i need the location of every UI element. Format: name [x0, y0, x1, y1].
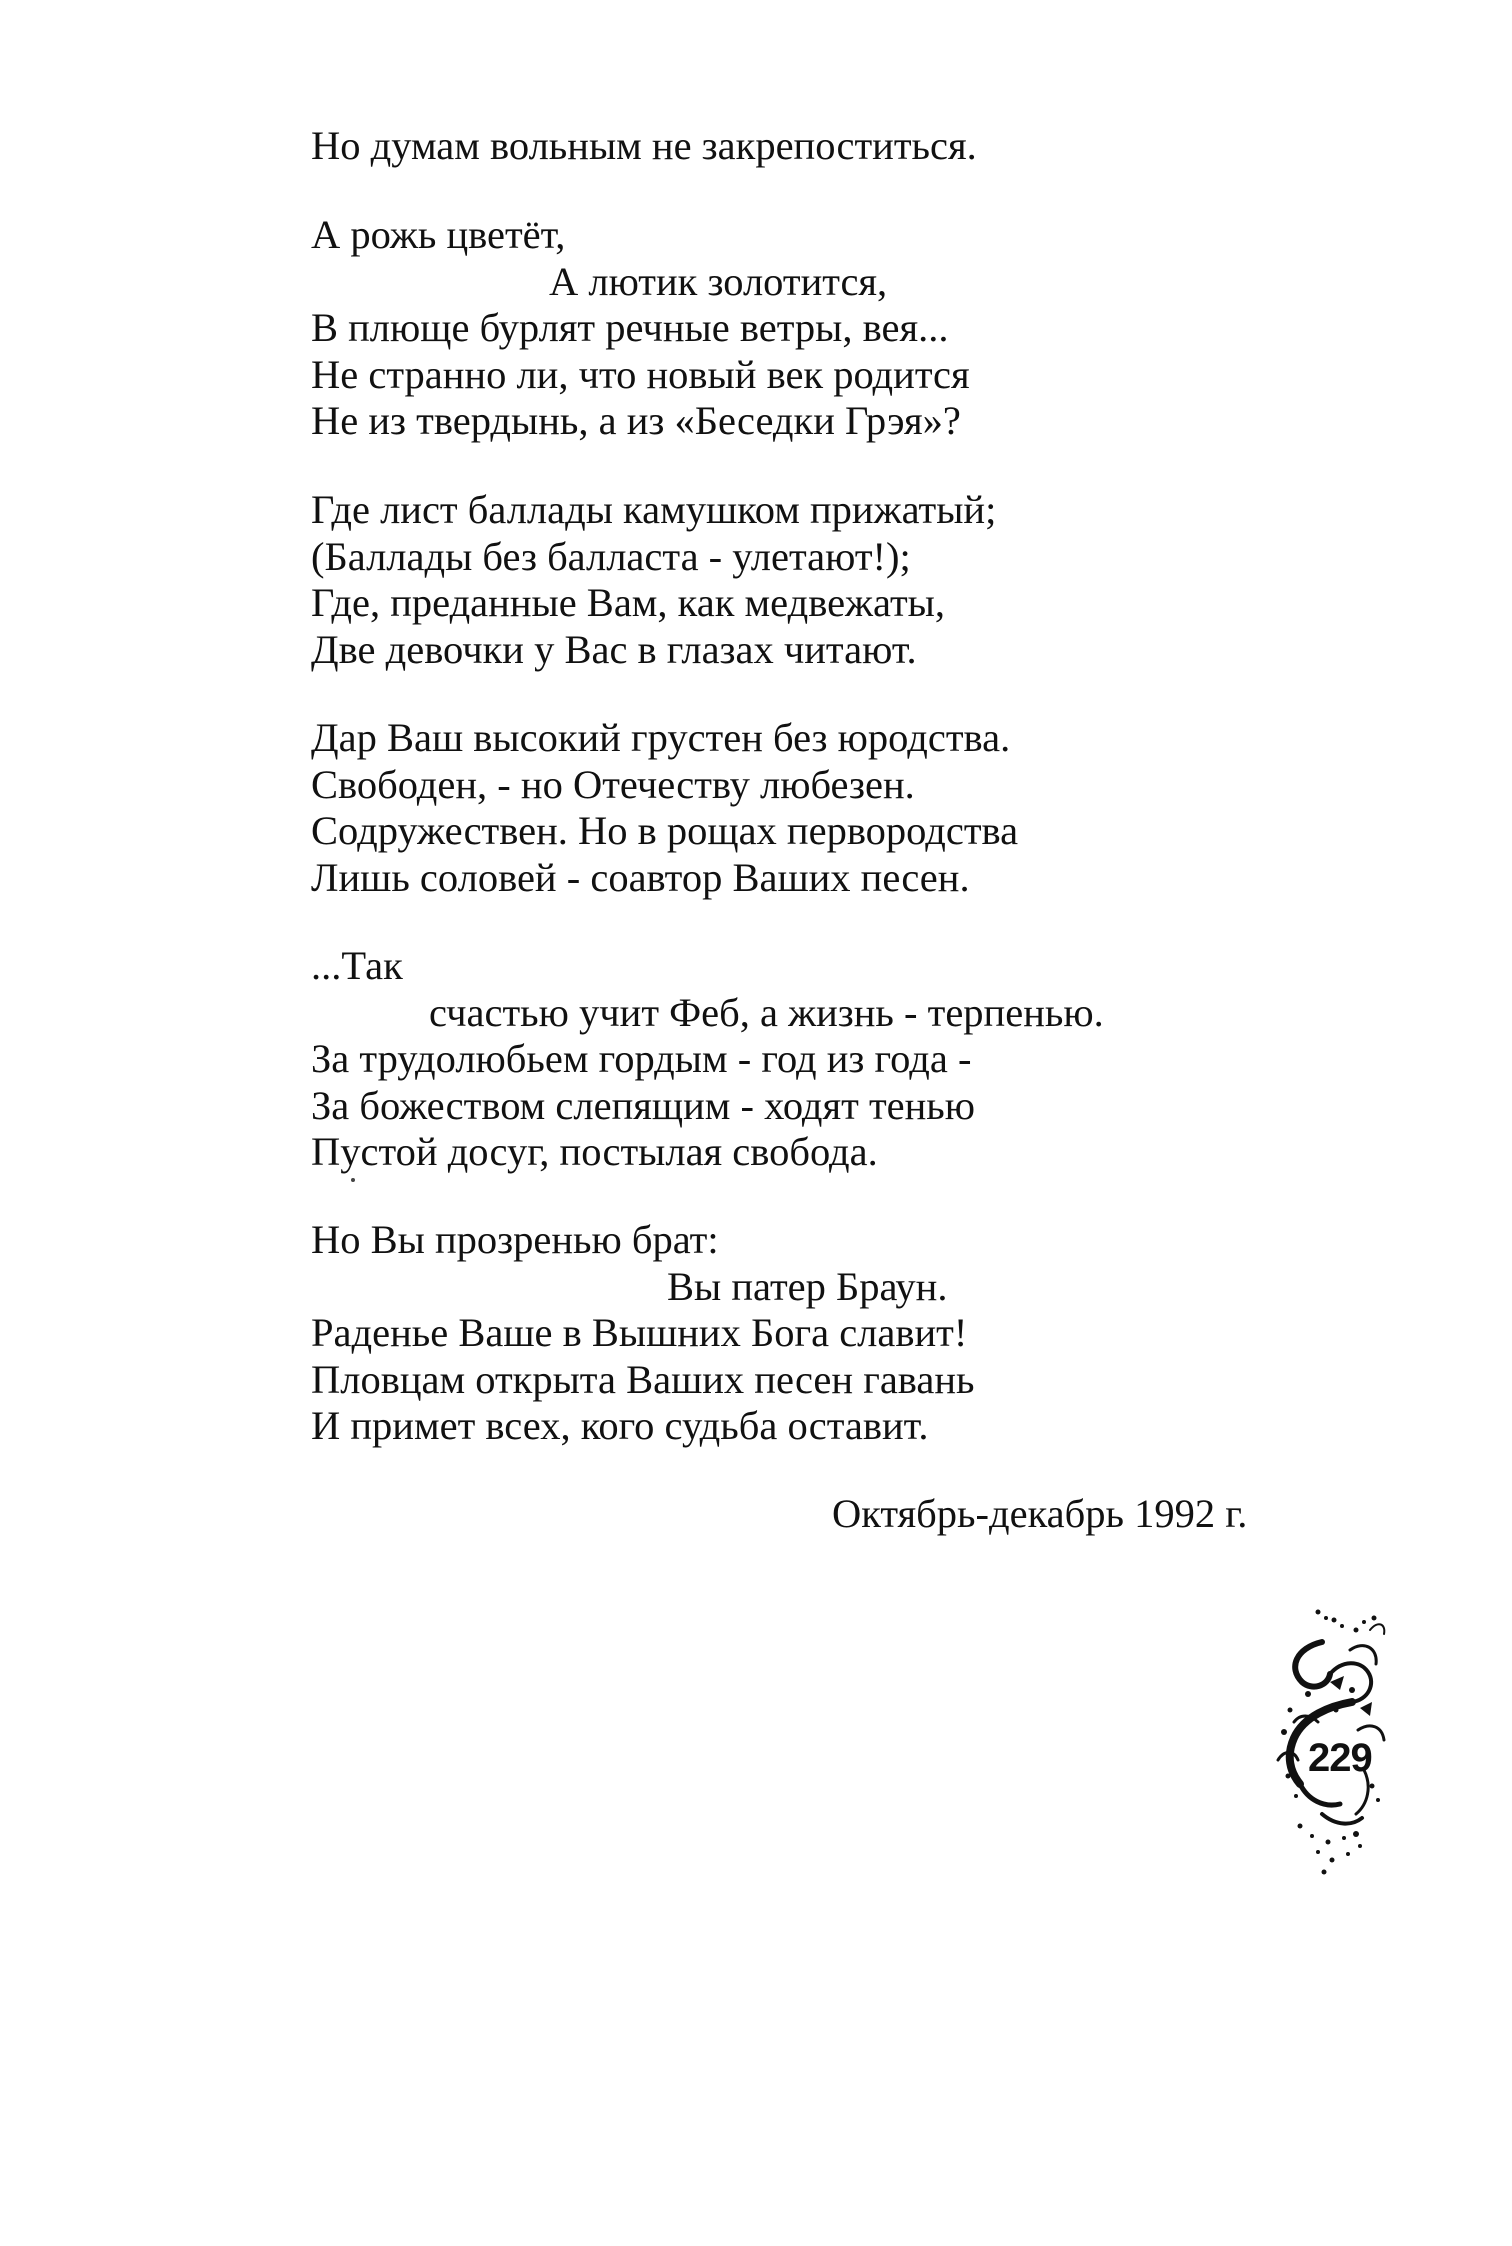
poem-line: Не странно ли, что новый век родится: [311, 352, 970, 397]
poem-date: Октябрь-декабрь 1992 г.: [832, 1491, 1248, 1536]
floral-ornament-icon: [1260, 1590, 1400, 1880]
poem-line: А рожь цветёт,: [311, 212, 566, 257]
poem-line: Пловцам открыта Ваших песен гавань: [311, 1357, 975, 1402]
poem-line: Вы патер Браун.: [667, 1264, 948, 1309]
page-number-ornament: [1260, 1590, 1400, 1880]
poem-line: Не из твердынь, а из «Беседки Грэя»?: [311, 398, 961, 443]
poem-line: Но Вы прозренью брат:: [311, 1217, 719, 1262]
poem-line: Дар Ваш высокий грустен без юродства.: [311, 715, 1011, 760]
poem-line: За божеством слепящим - ходят тенью: [311, 1083, 976, 1128]
poem-line: За трудолюбьем гордым - год из года -: [311, 1036, 972, 1081]
poem-line: Свободен, - но Отечеству любезен.: [311, 762, 915, 807]
poem-line: Пустой досуг, постылая свобода.: [311, 1129, 878, 1174]
poem-line: Раденье Ваше в Вышних Бога славит!: [311, 1310, 968, 1355]
poem-line: Где лист баллады камушком прижатый;: [311, 487, 997, 532]
poem-line: Но думам вольным не закрепоститься.: [311, 123, 977, 168]
poem-line: И примет всех, кого судьба оставит.: [311, 1403, 929, 1448]
poem-line: (Баллады без балласта - улетают!);: [311, 534, 911, 579]
poem-line: Две девочки у Вас в глазах читают.: [311, 627, 917, 672]
poem-line: А лютик золотится,: [549, 259, 888, 304]
stray-dot: [351, 1178, 355, 1182]
poem-line: В плюще бурлят речные ветры, вея...: [311, 305, 949, 350]
poem-line: Где, преданные Вам, как медвежаты,: [311, 580, 945, 625]
page-number: 229: [1308, 1736, 1372, 1780]
poem-line: Содружествен. Но в рощах первородства: [311, 808, 1019, 853]
poem-line: Лишь соловей - соавтор Ваших песен.: [311, 855, 970, 900]
poem-line: ...Так: [311, 943, 403, 988]
poem-line: счастью учит Феб, а жизнь - терпенью.: [429, 990, 1104, 1035]
